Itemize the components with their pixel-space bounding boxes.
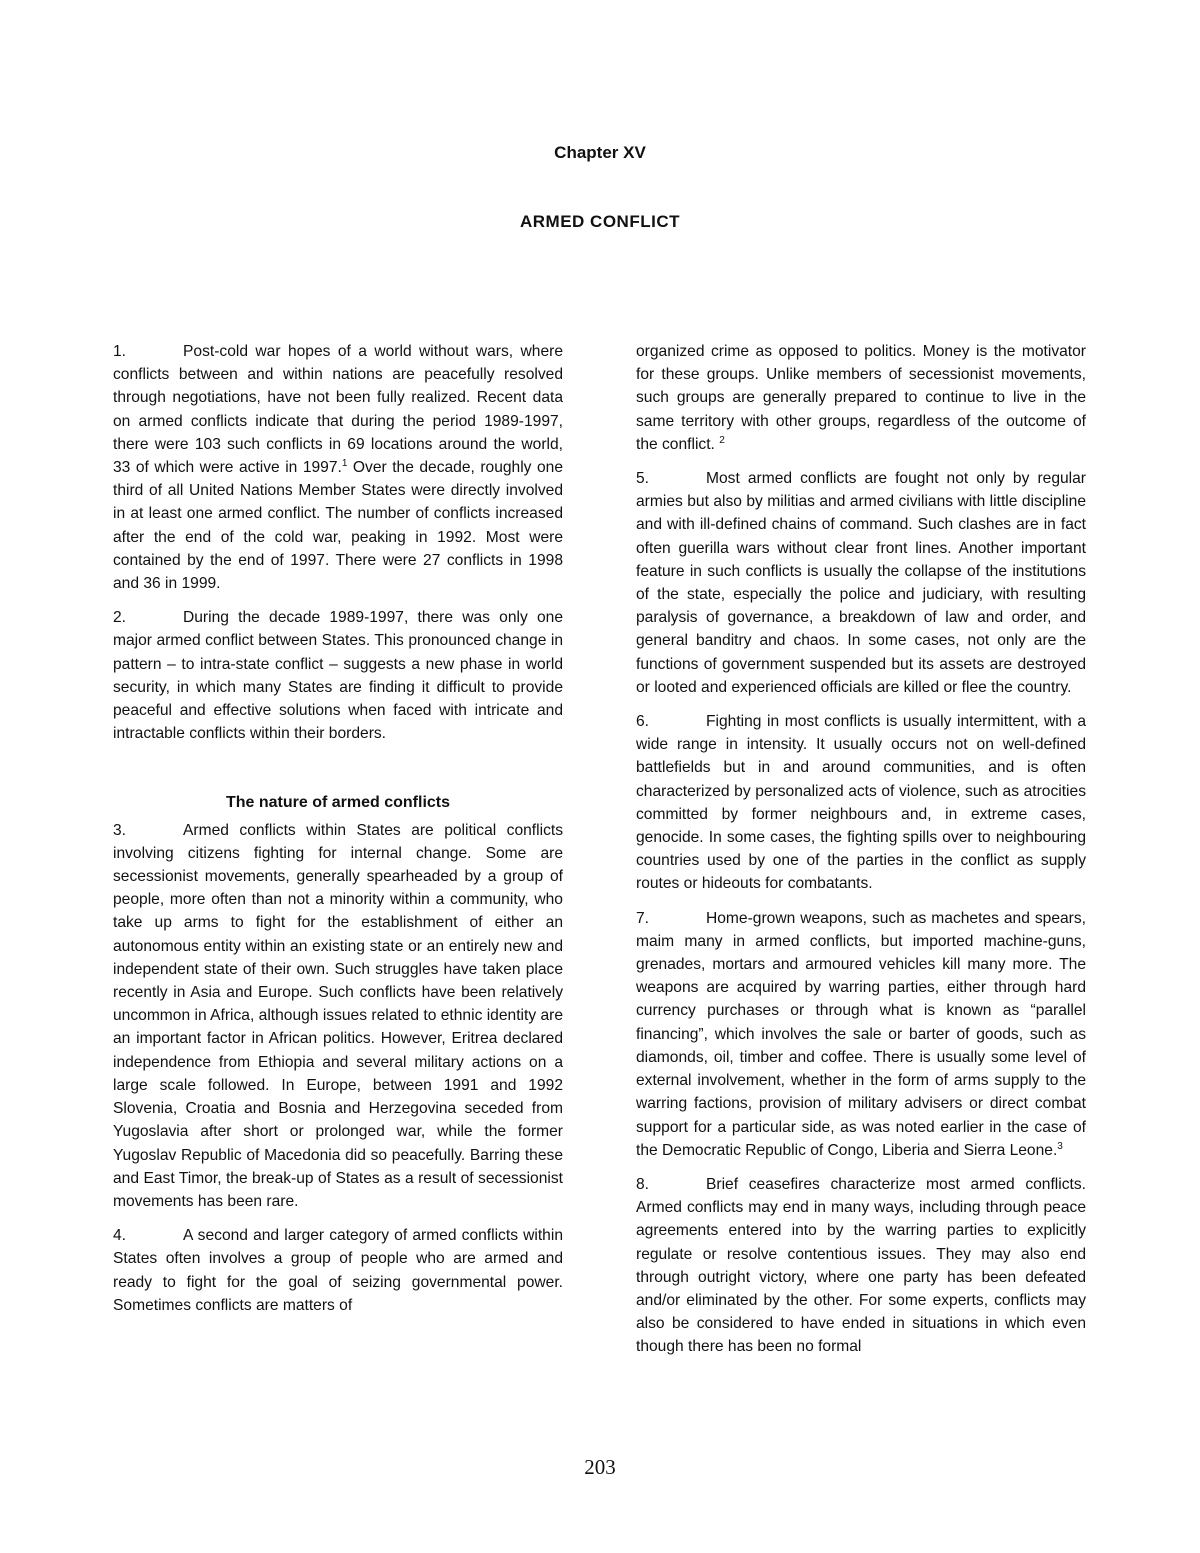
chapter-title: ARMED CONFLICT xyxy=(520,212,680,231)
paragraph-6 xyxy=(636,710,1086,896)
paragraph-8 xyxy=(636,1173,1086,1359)
paragraph-text: organized crime as opposed to politics. Money is the motivator for these groups. Unlike members of secessionist movements, such groups are generally prepared to continue to live in the same territory with other groups, regardless of the outcome of the conflict. xyxy=(636,343,1086,453)
chapter-label: Chapter XV xyxy=(554,143,646,162)
paragraph-text: Post-cold war hopes of a world without wars, where conflicts between and within nations are peacefully resolved through negotiations, have not been fully realized. Recent data on armed conflicts indicate that during the period 1989-1997, there were 103 such conflicts in 69 locations around the world, 33 of which were active in 1997. xyxy=(113,343,563,477)
paragraph-number: 4. xyxy=(113,1227,127,1245)
paragraph-number: 3. xyxy=(113,821,127,839)
paragraph-text: During the decade 1989-1997, there was only one major armed conflict between States. This pronounced change in pattern – to intra-state conflict – suggests a new phase in world security, in which many States are finding it difficult to provide peaceful and effective solutions when faced with intricate and intractable conflicts within their borders. xyxy=(113,609,563,743)
right-column xyxy=(636,340,1086,1370)
section-heading: The nature of armed conflicts xyxy=(225,794,451,812)
paragraph-5 xyxy=(636,467,1086,699)
paragraph-7 xyxy=(636,907,1086,1162)
paragraph-text: Home-grown weapons, such as machetes and spears, maim many in armed conflicts, but imported machine-guns, grenades, mortars and armoured vehicles kill many more. The weapons are acquired by warring parties, either through hard currency purchases or through what is known as “parallel financing”, which involves the sale or barter of goods, such as diamonds, oil, timber and coffee. There is usually some level of external involvement, whether in the form of arms supply to the warring factions, provision of military advisers or direct combat support for a particular side, as was noted earlier in the case of the Democratic Republic of Congo, Liberia and Sierra Leone. xyxy=(636,909,1086,1159)
paragraph-4-continued xyxy=(636,340,1086,456)
paragraph-2 xyxy=(113,606,563,745)
paragraph-number: 5. xyxy=(636,470,650,488)
paragraph-1 xyxy=(113,340,563,595)
paragraph-text-cont: Over the decade, roughly one third of all United Nations Member States were directly involved in at least one armed conflict. The number of conflicts increased after the end of the cold war, peaking in 1992. Most were contained by the end of 1997. There were 27 conflicts in 1998 and 36 in 1999. xyxy=(113,459,563,593)
page-number: 203 xyxy=(584,1455,616,1479)
paragraph-number: 7. xyxy=(636,909,650,927)
paragraph-number: 8. xyxy=(636,1175,650,1193)
footnote-ref: 3 xyxy=(1057,1140,1063,1152)
paragraph-number: 2. xyxy=(113,609,127,627)
paragraph-text: Armed conflicts within States are political conflicts involving citizens fighting for internal change. Some are secessionist movements, generally spearheaded by a group of people, more often than not a minority within a community, who take up arms to fight for the establishment of either an autonomous entity within an existing state or an entirely new and independent state of their own. Such struggles have taken place recently in Asia and Europe. Such conflicts have been relatively uncommon in Africa, although issues related to ethnic identity are an important factor in African politics. However, Eritrea declared independence from Ethiopia and several military actions on a large scale followed. In Europe, between 1991 and 1992 Slovenia, Croatia and Bosnia and Herzegovina seceded from Yugoslavia after short or prolonged war, while the former Yugoslav Republic of Macedonia did so peacefully. Barring these and East Timor, the break-up of States as a result of secessionist movements has been rare. xyxy=(113,821,563,1210)
left-column xyxy=(113,340,563,1328)
paragraph-text: A second and larger category of armed conflicts within States often involves a group of people who are armed and ready to fight for the goal of seizing governmental power. Sometimes conflicts are matters of xyxy=(113,1227,563,1314)
footnote-ref: 2 xyxy=(719,434,725,446)
paragraph-number: 1. xyxy=(113,343,127,360)
footnote-ref: 1 xyxy=(341,458,348,470)
paragraph-3 xyxy=(113,819,563,1213)
paragraph-4 xyxy=(113,1224,563,1317)
paragraph-text: Fighting in most conflicts is usually intermittent, with a wide range in intensity. It usually occurs not on well-defined battlefields but in and around communities, and is often characterized by personalized acts of violence, such as atrocities committed by former neighbours and, in extreme cases, genocide. In some cases, the fighting spills over to neighbouring countries used by one of the parties in the conflict as supply routes or hideouts for combatants. xyxy=(636,713,1086,893)
paragraph-number: 6. xyxy=(636,713,650,731)
paragraph-text: Most armed conflicts are fought not only by regular armies but also by militias and armed civilians with little discipline and with ill-defined chains of command. Such clashes are in fact often guerilla wars without clear front lines. Another important feature in such conflicts is usually the collapse of the institutions of the state, especially the police and judiciary, with resulting paralysis of governance, a breakdown of law and order, and general banditry and chaos. In some cases, not only are the functions of government suspended but its assets are destroyed or looted and experienced officials are killed or flee the country. xyxy=(636,470,1086,696)
paragraph-text: Brief ceasefires characterize most armed conflicts. Armed conflicts may end in many ways, including through peace agreements entered into by the warring parties to explicitly regulate or resolve contentious issues. They may also end through outright victory, where one party has been defeated and/or eliminated by the other. For some experts, conflicts may also be considered to have ended in situations in which even though there has been no formal xyxy=(636,1175,1086,1356)
